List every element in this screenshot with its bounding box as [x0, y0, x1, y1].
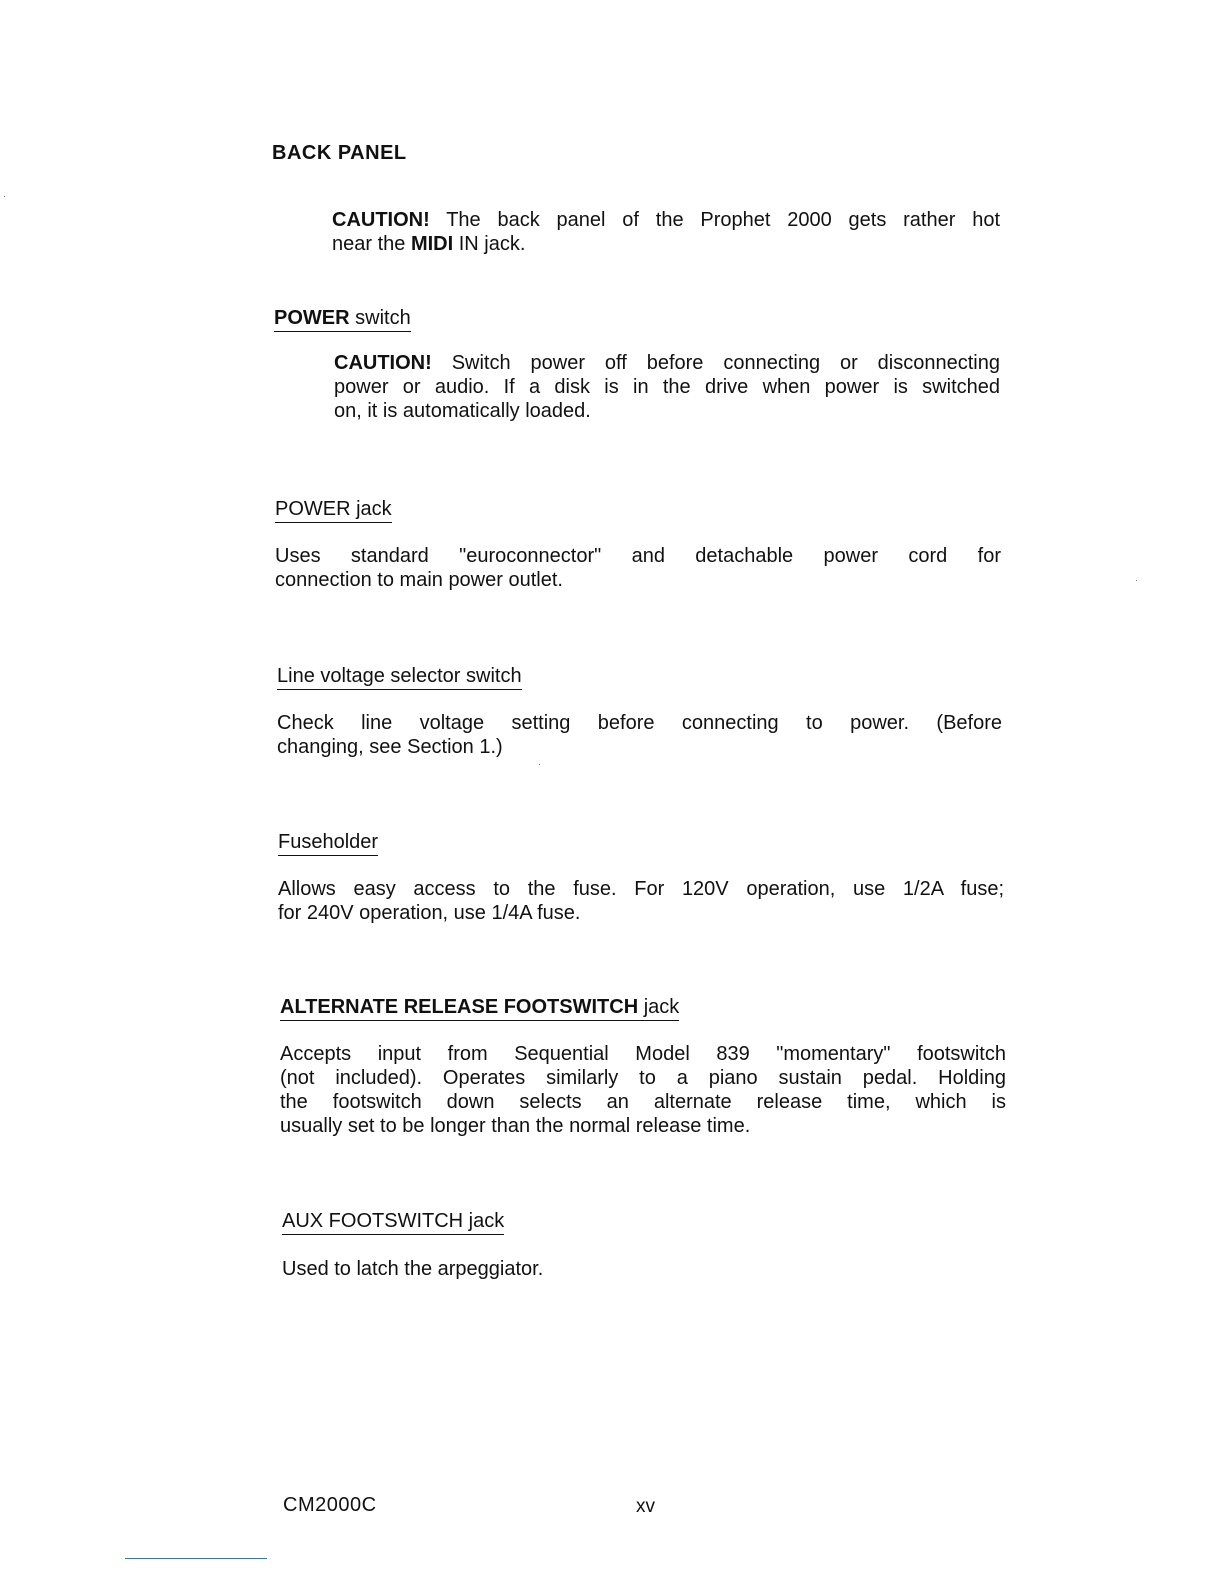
heading-power-switch: POWER switch [274, 306, 411, 332]
power-jack-line1: Uses standard "euroconnector" and detachable power cord for [275, 545, 1001, 567]
footer-page-number: xv [636, 1496, 655, 1517]
para-aux-footswitch [282, 1257, 1002, 1281]
alternate-release-line4: usually set to be longer than the normal release time. [280, 1115, 751, 1137]
fuseholder-line1: Allows easy access to the fuse. For 120V operation, use 1/2A fuse; [278, 878, 1004, 900]
midi-label: MIDI [410, 233, 454, 255]
para-power-jack [275, 544, 1001, 592]
bottom-edge-rule [125, 1558, 267, 1559]
heading-aux-footswitch: AUX FOOTSWITCH jack [282, 1209, 504, 1235]
aux-footswitch-line1: Used to latch the arpeggiator. [282, 1258, 544, 1280]
heading-power-jack: POWER jack [275, 497, 392, 523]
caution-power-line2: power or audio. If a disk is in the drive when power is switched [334, 376, 1000, 398]
caution-back-panel-line2: near the MIDI IN jack. [332, 233, 526, 255]
line-voltage-line1: Check line voltage setting before connecting to power. (Before [277, 712, 1002, 734]
fuseholder-line2: for 240V operation, use 1/4A fuse. [278, 902, 581, 924]
caution-power-switch [334, 351, 1000, 423]
caution-back-panel-line1: CAUTION! The back panel of the Prophet 2000 gets rather hot [332, 209, 1000, 231]
alternate-release-line1: Accepts input from Sequential Model 839 "momentary" footswitch [280, 1043, 1006, 1065]
line-voltage-line2: changing, see Section 1.) [277, 736, 503, 758]
footer-document-code: CM2000C [283, 1494, 377, 1516]
para-alternate-release [280, 1042, 1006, 1138]
heading-fuseholder: Fuseholder [278, 830, 378, 856]
page-title: BACK PANEL [272, 142, 407, 164]
caution-label: CAUTION! [334, 352, 432, 374]
caution-power-line1: CAUTION! Switch power off before connecting or disconnecting [334, 352, 1000, 374]
scan-speck [1136, 580, 1137, 581]
caution-label: CAUTION! [332, 209, 430, 231]
alternate-release-line2: (not included). Operates similarly to a piano sustain pedal. Holding [280, 1067, 1006, 1089]
scan-speck [539, 764, 540, 765]
alternate-release-line3: the footswitch down selects an alternate release time, which is [280, 1091, 1006, 1113]
power-jack-line2: connection to main power outlet. [275, 569, 563, 591]
caution-back-panel [332, 208, 1000, 256]
heading-line-voltage: Line voltage selector switch [277, 664, 522, 690]
caution-power-line3: on, it is automatically loaded. [334, 400, 591, 422]
heading-alternate-release: ALTERNATE RELEASE FOOTSWITCH jack [280, 995, 679, 1021]
para-line-voltage [277, 711, 1002, 759]
scan-speck [4, 196, 5, 197]
para-fuseholder [278, 877, 1004, 925]
